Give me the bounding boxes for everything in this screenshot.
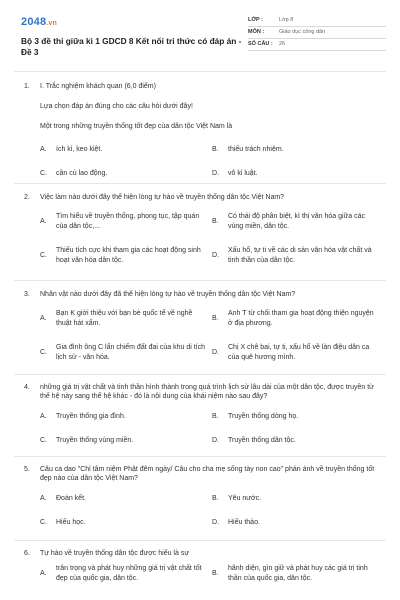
question-text: Câu ca dao "Chỉ tâm niệm Phật đêm ngày/ Câu cho cha mẹ sống tày non cao" phản ánh về truyền thống tốt đẹp nào của dân tộc Việt Nam? <box>40 466 375 483</box>
option-a[interactable] <box>40 412 208 421</box>
option-letter: B. <box>212 218 219 226</box>
question-divider <box>14 374 386 375</box>
option-letter: A. <box>40 146 47 154</box>
option-letter: C. <box>40 436 47 444</box>
option-c[interactable] <box>40 343 208 362</box>
option-text: Chị X chê bai, tự ti, xấu hổ về làn điệu dân ca của quê hương mình. <box>228 344 370 361</box>
option-text: ích kỉ, keo kiệt. <box>56 146 103 154</box>
option-text: Yêu nước. <box>228 494 262 502</box>
option-letter: A. <box>40 494 47 502</box>
option-text: Bạn K giới thiệu với bạn bè quốc tế về nghề thuật hát xẩm. <box>56 310 193 327</box>
question-2 <box>0 193 400 264</box>
question-number: 6. <box>24 550 30 557</box>
option-c[interactable] <box>40 246 208 265</box>
question-divider <box>14 183 386 184</box>
option-text: trân trọng và phát huy những giá trị vật chất tốt đẹp của quốc gia, dân tộc. <box>56 565 202 582</box>
option-text: Tìm hiểu về truyền thống, phong tục, tập quán của dân tộc,... <box>56 213 200 230</box>
option-text: Xấu hổ, tự ti về các di sản văn hóa vật chất và tinh thần của dân tộc. <box>228 247 372 264</box>
question-number: 1. <box>24 83 30 90</box>
option-letter: B. <box>212 494 219 502</box>
meta-key: MÔN : <box>248 28 265 35</box>
option-d[interactable] <box>212 343 380 362</box>
option-text: cần cù lao động. <box>56 170 108 178</box>
question-5 <box>0 465 400 526</box>
option-d[interactable] <box>212 246 380 265</box>
option-text: Anh T từ chối tham gia hoạt động thiện nguyện ở địa phương. <box>228 310 374 327</box>
meta-value: 26 <box>279 40 286 47</box>
logo-tld: .vn <box>46 20 57 27</box>
option-text: Hiếu thảo. <box>228 518 260 526</box>
meta-key: LỚP : <box>248 16 263 23</box>
option-letter: B. <box>212 570 219 578</box>
option-letter: A. <box>40 315 47 323</box>
question-4 <box>0 383 400 444</box>
question-divider <box>14 456 386 457</box>
meta-value: Giáo dục công dân <box>279 28 326 35</box>
option-letter: D. <box>212 436 219 444</box>
question-3 <box>0 290 400 361</box>
meta-row-class <box>248 15 386 27</box>
brand-block <box>21 15 242 62</box>
meta-row-count <box>248 39 386 51</box>
question-6 <box>0 549 400 582</box>
document-meta <box>248 15 386 62</box>
option-b[interactable] <box>212 309 380 328</box>
question-instruction: Lựa chọn đáp án đúng cho các câu hỏi dưới đây! <box>40 103 193 111</box>
option-letter: A. <box>40 412 47 420</box>
option-letter: A. <box>40 218 47 226</box>
question-text: I. Trắc nghiệm khách quan (6,0 điểm) <box>40 83 156 90</box>
option-letter: D. <box>212 170 219 178</box>
question-number: 5. <box>24 466 30 473</box>
header-divider <box>14 71 386 72</box>
document-header <box>0 0 400 62</box>
option-a[interactable] <box>40 494 208 503</box>
option-text: hãnh diện, gìn giữ và phát huy các giá trị tinh thần của quốc gia, dân tộc. <box>228 565 368 582</box>
meta-row-subject <box>248 27 386 39</box>
option-letter: A. <box>40 570 47 578</box>
option-b[interactable] <box>212 564 380 583</box>
site-logo[interactable] <box>21 15 226 30</box>
option-c[interactable] <box>40 436 208 445</box>
meta-key: SỐ CÂU : <box>248 40 273 47</box>
option-a[interactable] <box>40 145 208 154</box>
option-text: Có thái độ phân biệt, kì thị văn hóa giữa các vùng miền, dân tộc. <box>228 213 365 230</box>
question-divider <box>14 280 386 281</box>
document-title: Bộ 3 đề thi giữa kì 1 GDCD 8 Kết nối tri thức có đáp án - Đề 3 <box>21 35 242 57</box>
option-a[interactable] <box>40 309 208 328</box>
option-letter: C. <box>40 349 47 357</box>
option-letter: D. <box>212 349 219 357</box>
option-text: Gia đình ông C lấn chiếm đất đai của khu di tích lịch sử - văn hóa. <box>56 344 206 361</box>
option-a[interactable] <box>40 212 208 231</box>
question-number: 2. <box>24 194 30 201</box>
option-letter: D. <box>212 518 219 526</box>
option-text: Hiếu học. <box>56 518 86 526</box>
option-d[interactable] <box>212 436 380 445</box>
question-1 <box>0 82 400 178</box>
question-text: những giá trị vật chất và tinh thần hình thành trong quá trình lịch sử lâu dài của một dân tộc, được truyền từ thế hệ này sang thế hệ khác - đó là nội dung của khái niệm nào sau đây? <box>40 384 374 401</box>
option-b[interactable] <box>212 212 380 231</box>
question-number: 4. <box>24 384 30 391</box>
question-text: Việc làm nào dưới đây thể hiện lòng tự hào về truyền thống dân tộc Việt Nam? <box>40 194 285 201</box>
option-text: vô kỉ luật. <box>228 170 258 178</box>
option-letter: B. <box>212 146 219 154</box>
option-text: Truyền thống vùng miền. <box>56 436 134 444</box>
option-c[interactable] <box>40 169 208 178</box>
option-b[interactable] <box>212 494 380 503</box>
option-b[interactable] <box>212 145 380 154</box>
option-letter: C. <box>40 170 47 178</box>
option-letter: B. <box>212 315 219 323</box>
logo-main: 2048 <box>21 16 47 28</box>
option-c[interactable] <box>40 518 208 527</box>
question-stem: Một trong những truyền thống tốt đẹp của dân tộc Việt Nam là <box>40 122 233 130</box>
question-number: 3. <box>24 291 30 298</box>
question-text: Nhân vật nào dưới đây đã thể hiện lòng tự hào về truyền thống dân tộc Việt Nam? <box>40 291 296 298</box>
option-d[interactable] <box>212 518 380 527</box>
option-text: Truyền thống gia đình. <box>56 412 126 420</box>
question-divider <box>14 540 386 541</box>
option-letter: B. <box>212 412 219 420</box>
option-a[interactable] <box>40 564 208 583</box>
option-letter: C. <box>40 518 47 526</box>
option-text: thiếu trách nhiệm. <box>228 146 284 154</box>
option-text: Truyền thống dòng họ. <box>228 412 299 420</box>
option-d[interactable] <box>212 169 380 178</box>
question-text: Tự hào về truyền thống dân tộc được hiểu là sự <box>40 550 190 557</box>
option-text: Đoàn kết. <box>56 494 86 502</box>
option-letter: C. <box>40 252 47 260</box>
meta-value: Lớp 8 <box>279 16 294 23</box>
option-b[interactable] <box>212 412 380 421</box>
option-text: Thiếu tích cực khi tham gia các hoạt động sinh hoạt văn hóa dân tộc. <box>56 247 201 264</box>
option-letter: D. <box>212 252 219 260</box>
option-text: Truyền thống dân tộc. <box>228 436 296 444</box>
